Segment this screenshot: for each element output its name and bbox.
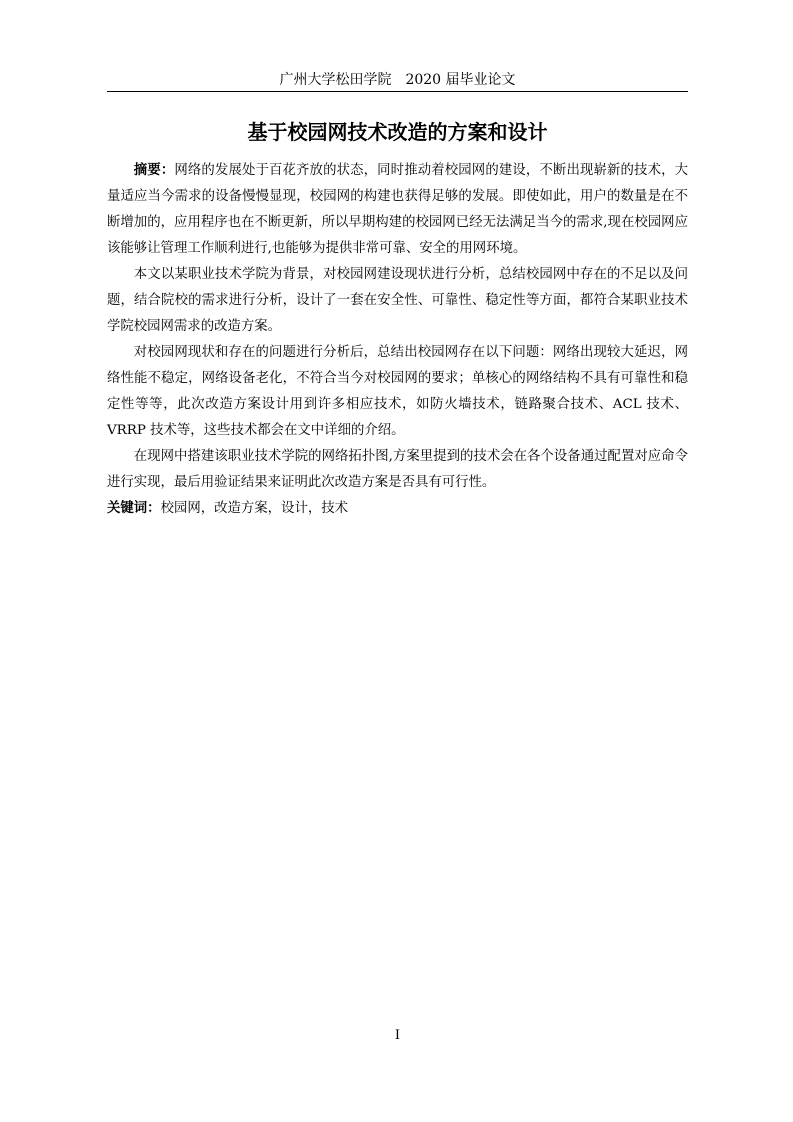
abstract-text-1: 网络的发展处于百花齐放的状态，同时推动着校园网的建设，不断出现崭新的技术，大量适应当今需求的设备慢慢显现，校园网的构建也获得足够的发展。即使如此，用户的数量是在不断增加的，应用程序也在不断更新，所以早期构建的校园网已经无法满足当今的需求,现在校园网应该能够让管理工作顺利进行,也能够为提供非常可靠、安全的用网环境。 — [107, 163, 688, 256]
abstract-paragraph-4: 在现网中搭建该职业技术学院的网络拓扑图,方案里提到的技术会在各个设备通过配置对应命令进行实现，最后用验证结果来证明此次改造方案是否具有可行性。 — [107, 449, 688, 490]
abstract-paragraph-3: 对校园网现状和存在的问题进行分析后，总结出校园网存在以下问题：网络出现较大延迟，网络性能不稳定，网络设备老化，不符合当今对校园网的要求；单核心的网络结构不具有可靠性和稳定性等等，此次改造方案设计用到许多相应技术，如防火墙技术，链路聚合技术、ACL 技术、VRRP 技术等，这些技术都会在文中详细的介绍。 — [107, 345, 688, 438]
header-rule — [107, 91, 688, 92]
abstract-section — [107, 158, 688, 522]
paper-title: 基于校园网技术改造的方案和设计 — [247, 120, 548, 144]
keywords-label: 关键词： — [107, 501, 161, 516]
abstract-paragraph-2: 本文以某职业技术学院为背景，对校园网建设现状进行分析，总结校园网中存在的不足以及问题，结合院校的需求进行分析，设计了一套在安全性、可靠性、稳定性等方面，都符合某职业技术学院校园网需求的改造方案。 — [107, 267, 688, 334]
page-number: I — [394, 1028, 401, 1043]
abstract-paragraph-1 — [107, 158, 688, 262]
keywords-line — [107, 496, 688, 522]
running-header: 广州大学松田学院 2020 届毕业论文 — [279, 72, 516, 88]
keywords-text: 校园网，改造方案，设计，技术 — [160, 501, 349, 516]
abstract-label: 摘要： — [133, 163, 175, 178]
